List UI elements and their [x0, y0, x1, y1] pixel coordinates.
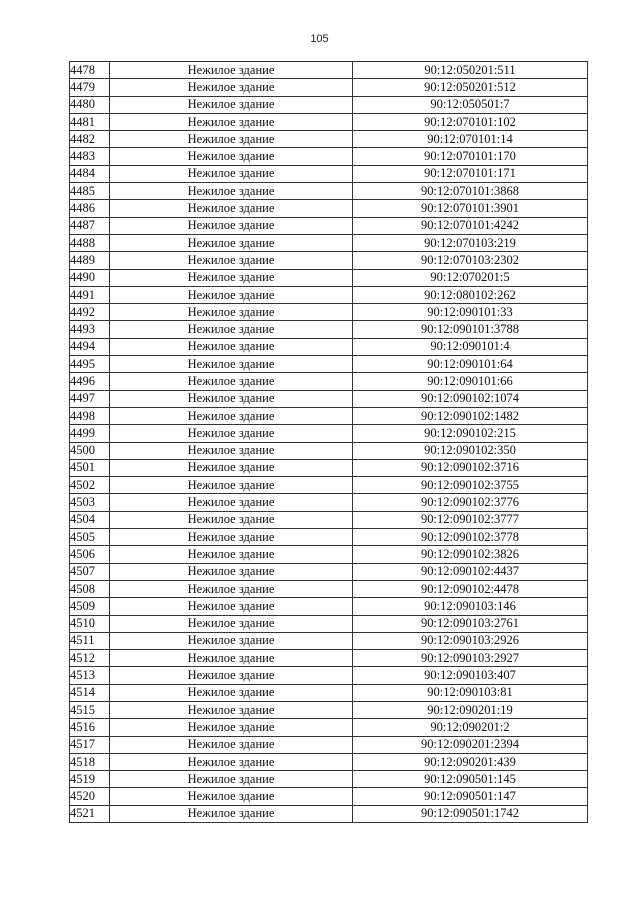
object-type-cell: Нежилое здание [110, 459, 353, 476]
row-number-cell: 4507 [70, 563, 110, 580]
cadastral-number-cell: 90:12:090501:145 [353, 771, 588, 788]
cadastral-number-cell: 90:12:090201:19 [353, 701, 588, 718]
object-type-cell: Нежилое здание [110, 407, 353, 424]
object-type-cell: Нежилое здание [110, 79, 353, 96]
table-row [70, 650, 588, 667]
row-number-cell: 4498 [70, 407, 110, 424]
table-row [70, 546, 588, 563]
cadastral-number-cell: 90:12:090102:215 [353, 425, 588, 442]
table-row [70, 805, 588, 822]
object-type-cell: Нежилое здание [110, 788, 353, 805]
table-row [70, 615, 588, 632]
row-number-cell: 4506 [70, 546, 110, 563]
cadastral-number-cell: 90:12:070201:5 [353, 269, 588, 286]
object-type-cell: Нежилое здание [110, 529, 353, 546]
table-row [70, 736, 588, 753]
table-row [70, 183, 588, 200]
row-number-cell: 4512 [70, 650, 110, 667]
row-number-cell: 4504 [70, 511, 110, 528]
object-type-cell: Нежилое здание [110, 477, 353, 494]
table-row [70, 788, 588, 805]
object-type-cell: Нежилое здание [110, 356, 353, 373]
row-number-cell: 4516 [70, 719, 110, 736]
object-type-cell: Нежилое здание [110, 805, 353, 822]
table-row [70, 217, 588, 234]
object-type-cell: Нежилое здание [110, 580, 353, 597]
table-row [70, 113, 588, 130]
table-row [70, 719, 588, 736]
object-type-cell: Нежилое здание [110, 771, 353, 788]
row-number-cell: 4511 [70, 632, 110, 649]
object-type-cell: Нежилое здание [110, 62, 353, 79]
cadastral-number-cell: 90:12:090102:3755 [353, 477, 588, 494]
table-row [70, 511, 588, 528]
cadastral-number-cell: 90:12:090102:3778 [353, 529, 588, 546]
object-type-cell: Нежилое здание [110, 442, 353, 459]
table-row [70, 580, 588, 597]
row-number-cell: 4481 [70, 113, 110, 130]
cadastral-number-cell: 90:12:090102:1482 [353, 407, 588, 424]
table-row [70, 131, 588, 148]
table-row [70, 338, 588, 355]
object-type-cell: Нежилое здание [110, 200, 353, 217]
row-number-cell: 4501 [70, 459, 110, 476]
row-number-cell: 4509 [70, 598, 110, 615]
object-type-cell: Нежилое здание [110, 546, 353, 563]
table-row [70, 701, 588, 718]
cadastral-number-cell: 90:12:070101:3901 [353, 200, 588, 217]
row-number-cell: 4497 [70, 390, 110, 407]
cadastral-number-cell: 90:12:090101:64 [353, 356, 588, 373]
table-row [70, 165, 588, 182]
cadastral-number-cell: 90:12:090102:4437 [353, 563, 588, 580]
row-number-cell: 4482 [70, 131, 110, 148]
cadastral-number-cell: 90:12:090102:4478 [353, 580, 588, 597]
cadastral-number-cell: 90:12:050201:511 [353, 62, 588, 79]
table-row [70, 200, 588, 217]
cadastral-number-cell: 90:12:090101:66 [353, 373, 588, 390]
cadastral-number-cell: 90:12:090101:33 [353, 304, 588, 321]
table-row [70, 407, 588, 424]
table-row [70, 684, 588, 701]
page-number: 105 [310, 33, 329, 45]
cadastral-number-cell: 90:12:050201:512 [353, 79, 588, 96]
table-row [70, 442, 588, 459]
property-registry-table [69, 61, 588, 823]
cadastral-number-cell: 90:12:070103:2302 [353, 252, 588, 269]
table-row [70, 269, 588, 286]
object-type-cell: Нежилое здание [110, 667, 353, 684]
row-number-cell: 4514 [70, 684, 110, 701]
table-row [70, 356, 588, 373]
object-type-cell: Нежилое здание [110, 234, 353, 251]
object-type-cell: Нежилое здание [110, 113, 353, 130]
object-type-cell: Нежилое здание [110, 286, 353, 303]
cadastral-number-cell: 90:12:090101:4 [353, 338, 588, 355]
table-row [70, 234, 588, 251]
object-type-cell: Нежилое здание [110, 390, 353, 407]
object-type-cell: Нежилое здание [110, 494, 353, 511]
cadastral-number-cell: 90:12:090102:1074 [353, 390, 588, 407]
row-number-cell: 4485 [70, 183, 110, 200]
object-type-cell: Нежилое здание [110, 598, 353, 615]
cadastral-number-cell: 90:12:070101:102 [353, 113, 588, 130]
cadastral-number-cell: 90:12:090501:147 [353, 788, 588, 805]
cadastral-number-cell: 90:12:090102:350 [353, 442, 588, 459]
cadastral-number-cell: 90:12:070101:3868 [353, 183, 588, 200]
table-row [70, 563, 588, 580]
object-type-cell: Нежилое здание [110, 338, 353, 355]
row-number-cell: 4517 [70, 736, 110, 753]
row-number-cell: 4479 [70, 79, 110, 96]
row-number-cell: 4493 [70, 321, 110, 338]
row-number-cell: 4496 [70, 373, 110, 390]
object-type-cell: Нежилое здание [110, 736, 353, 753]
cadastral-number-cell: 90:12:090102:3776 [353, 494, 588, 511]
object-type-cell: Нежилое здание [110, 632, 353, 649]
cadastral-number-cell: 90:12:090103:2926 [353, 632, 588, 649]
row-number-cell: 4495 [70, 356, 110, 373]
object-type-cell: Нежилое здание [110, 131, 353, 148]
row-number-cell: 4494 [70, 338, 110, 355]
object-type-cell: Нежилое здание [110, 753, 353, 770]
cadastral-number-cell: 90:12:070101:14 [353, 131, 588, 148]
row-number-cell: 4488 [70, 234, 110, 251]
object-type-cell: Нежилое здание [110, 615, 353, 632]
cadastral-number-cell: 90:12:090102:3716 [353, 459, 588, 476]
cadastral-number-cell: 90:12:050501:7 [353, 96, 588, 113]
object-type-cell: Нежилое здание [110, 148, 353, 165]
table-row [70, 252, 588, 269]
object-type-cell: Нежилое здание [110, 701, 353, 718]
table-row [70, 148, 588, 165]
cadastral-number-cell: 90:12:090103:2927 [353, 650, 588, 667]
object-type-cell: Нежилое здание [110, 425, 353, 442]
cadastral-number-cell: 90:12:090201:2 [353, 719, 588, 736]
row-number-cell: 4483 [70, 148, 110, 165]
table-row [70, 425, 588, 442]
cadastral-number-cell: 90:12:090103:81 [353, 684, 588, 701]
row-number-cell: 4487 [70, 217, 110, 234]
cadastral-number-cell: 90:12:080102:262 [353, 286, 588, 303]
object-type-cell: Нежилое здание [110, 511, 353, 528]
table-row [70, 529, 588, 546]
object-type-cell: Нежилое здание [110, 373, 353, 390]
object-type-cell: Нежилое здание [110, 650, 353, 667]
row-number-cell: 4521 [70, 805, 110, 822]
table-row [70, 286, 588, 303]
cadastral-number-cell: 90:12:090102:3777 [353, 511, 588, 528]
row-number-cell: 4520 [70, 788, 110, 805]
row-number-cell: 4519 [70, 771, 110, 788]
object-type-cell: Нежилое здание [110, 321, 353, 338]
cadastral-number-cell: 90:12:090201:2394 [353, 736, 588, 753]
row-number-cell: 4500 [70, 442, 110, 459]
registry-table-body [70, 62, 588, 823]
cadastral-number-cell: 90:12:090102:3826 [353, 546, 588, 563]
table-row [70, 390, 588, 407]
table-row [70, 667, 588, 684]
object-type-cell: Нежилое здание [110, 183, 353, 200]
row-number-cell: 4510 [70, 615, 110, 632]
table-row [70, 96, 588, 113]
object-type-cell: Нежилое здание [110, 252, 353, 269]
object-type-cell: Нежилое здание [110, 684, 353, 701]
table-row [70, 62, 588, 79]
table-row [70, 304, 588, 321]
row-number-cell: 4489 [70, 252, 110, 269]
row-number-cell: 4499 [70, 425, 110, 442]
object-type-cell: Нежилое здание [110, 719, 353, 736]
row-number-cell: 4505 [70, 529, 110, 546]
table-row [70, 477, 588, 494]
row-number-cell: 4503 [70, 494, 110, 511]
object-type-cell: Нежилое здание [110, 563, 353, 580]
table-row [70, 753, 588, 770]
object-type-cell: Нежилое здание [110, 217, 353, 234]
cadastral-number-cell: 90:12:090501:1742 [353, 805, 588, 822]
cadastral-number-cell: 90:12:070101:170 [353, 148, 588, 165]
table-row [70, 598, 588, 615]
table-row [70, 373, 588, 390]
row-number-cell: 4486 [70, 200, 110, 217]
row-number-cell: 4518 [70, 753, 110, 770]
row-number-cell: 4490 [70, 269, 110, 286]
row-number-cell: 4502 [70, 477, 110, 494]
cadastral-number-cell: 90:12:070101:4242 [353, 217, 588, 234]
object-type-cell: Нежилое здание [110, 165, 353, 182]
cadastral-number-cell: 90:12:070101:171 [353, 165, 588, 182]
row-number-cell: 4478 [70, 62, 110, 79]
row-number-cell: 4484 [70, 165, 110, 182]
object-type-cell: Нежилое здание [110, 304, 353, 321]
table-row [70, 459, 588, 476]
row-number-cell: 4515 [70, 701, 110, 718]
row-number-cell: 4480 [70, 96, 110, 113]
table-row [70, 632, 588, 649]
cadastral-number-cell: 90:12:090103:407 [353, 667, 588, 684]
cadastral-number-cell: 90:12:090201:439 [353, 753, 588, 770]
table-row [70, 321, 588, 338]
table-row [70, 494, 588, 511]
row-number-cell: 4492 [70, 304, 110, 321]
row-number-cell: 4491 [70, 286, 110, 303]
table-row [70, 79, 588, 96]
cadastral-number-cell: 90:12:090103:2761 [353, 615, 588, 632]
table-row [70, 771, 588, 788]
row-number-cell: 4508 [70, 580, 110, 597]
row-number-cell: 4513 [70, 667, 110, 684]
cadastral-number-cell: 90:12:090103:146 [353, 598, 588, 615]
object-type-cell: Нежилое здание [110, 269, 353, 286]
cadastral-number-cell: 90:12:090101:3788 [353, 321, 588, 338]
cadastral-number-cell: 90:12:070103:219 [353, 234, 588, 251]
object-type-cell: Нежилое здание [110, 96, 353, 113]
